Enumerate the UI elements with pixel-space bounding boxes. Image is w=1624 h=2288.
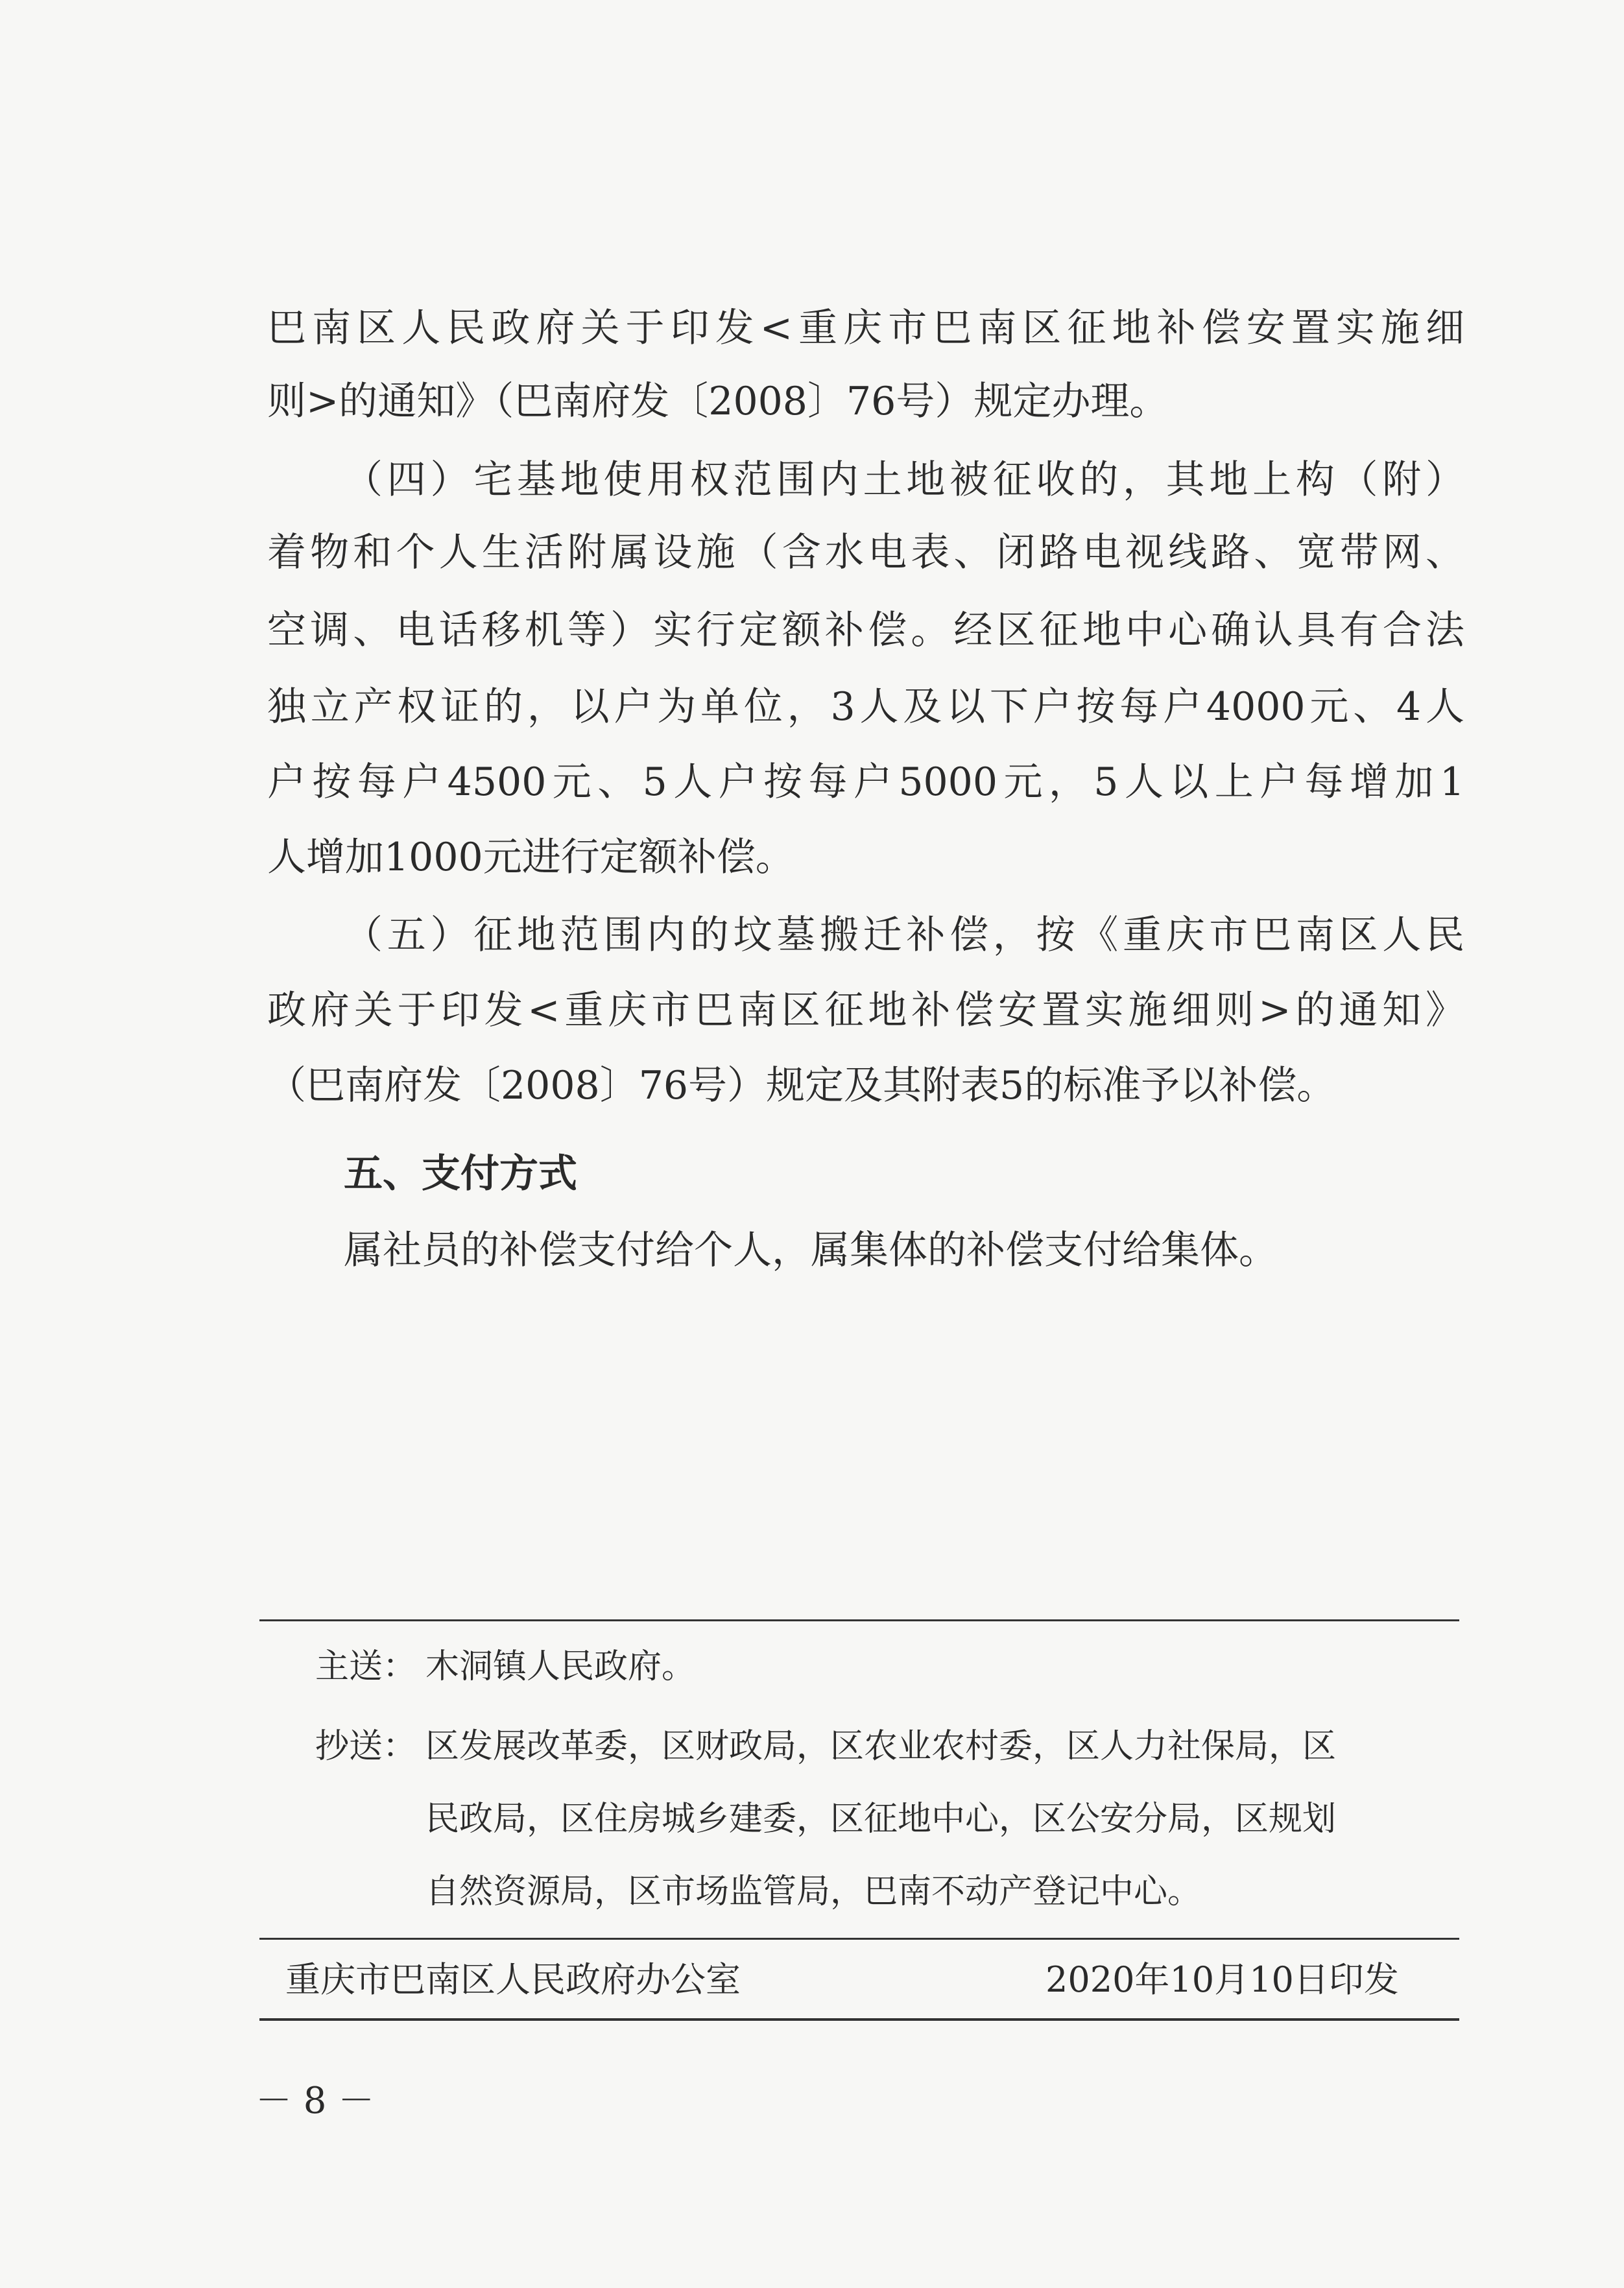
body-line-2: 则>的通知》（巴南府发〔2008〕76号）规定办理。	[267, 379, 1169, 424]
cc-line-2: 民政局，区住房城乡建委，区征地中心，区公安分局，区规划	[425, 1800, 1337, 1839]
page-number: － 8 －	[256, 2080, 375, 2122]
cc-line-1: 区发展改革委，区财政局，区农业农村委，区人力社保局，区	[425, 1727, 1337, 1766]
issuing-office: 重庆市巴南区人民政府办公室	[285, 1959, 741, 2000]
body-line-5: 空调、电话移机等）实行定额补偿。经区征地中心确认具有合法	[267, 608, 1464, 653]
imprint-bottom-rule	[259, 2018, 1459, 2021]
body-line-10: 政府关于印发<重庆市巴南区征地补偿安置实施细则>的通知》	[267, 988, 1464, 1033]
body-line-4: 着物和个人生活附属设施（含水电表、闭路电视线路、宽带网、	[267, 530, 1464, 575]
main-recipient: 木洞镇人民政府。	[425, 1647, 696, 1686]
body-line-9: （五）征地范围内的坟墓搬迁补偿，按《重庆市巴南区人民	[344, 912, 1464, 958]
body-line-1: 巴南区人民政府关于印发<重庆市巴南区征地补偿安置实施细	[267, 305, 1464, 351]
cc-line-3: 自然资源局，区市场监管局，巴南不动产登记中心。	[425, 1872, 1202, 1911]
main-recipient-label: 主送：	[315, 1647, 417, 1686]
body-line-7: 户按每户4500元、5人户按每户5000元，5人以上户每增加1	[267, 759, 1464, 805]
body-line-11: （巴南府发〔2008〕76号）规定及其附表5的标准予以补偿。	[267, 1063, 1336, 1108]
body-line-3: （四）宅基地使用权范围内土地被征收的，其地上构（附）	[344, 457, 1464, 503]
body-line-8: 人增加1000元进行定额补偿。	[267, 835, 794, 880]
body-line-6: 独立产权证的，以户为单位，3人及以下户按每户4000元、4人	[267, 684, 1464, 730]
cc-label: 抄送：	[315, 1727, 417, 1766]
distribution-top-rule	[259, 1619, 1459, 1621]
section-text: 属社员的补偿支付给个人，属集体的补偿支付给集体。	[344, 1228, 1278, 1273]
section-heading: 五、支付方式	[344, 1151, 577, 1197]
imprint-top-rule	[259, 1938, 1459, 1940]
print-date: 2020年10月10日印发	[1045, 1959, 1399, 2000]
